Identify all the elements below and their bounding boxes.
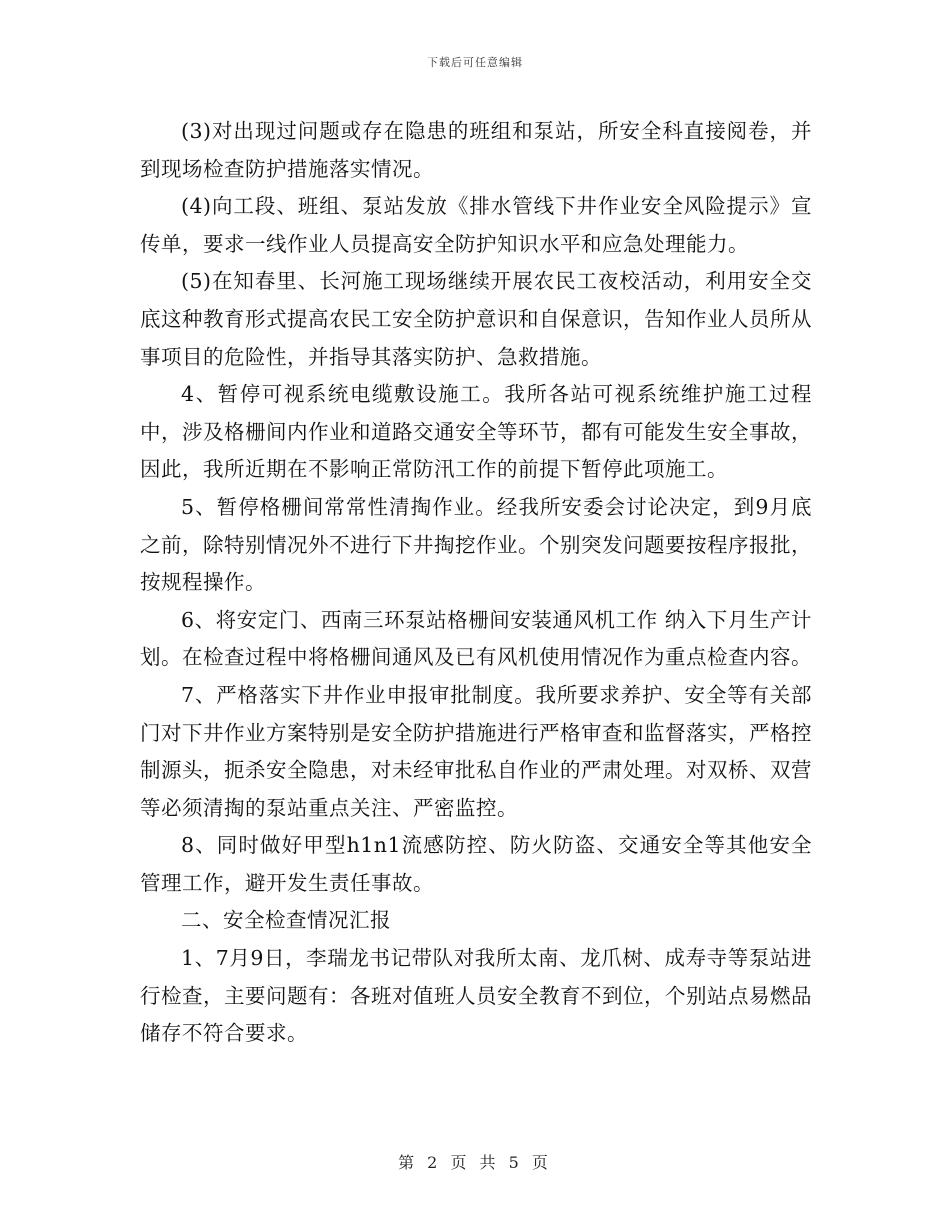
paragraph-point-5: 5、暂停格栅间常常性清掏作业。经我所安委会讨论决定，到9月底之前，除特别情况外不进行下井掏挖作业。个别突发问题要按程序报批，按规程操作。 xyxy=(140,494,812,595)
document-body xyxy=(140,113,812,1053)
paragraph-item-3: (3)对出现过问题或存在隐患的班组和泵站，所安全科直接阅卷，并到现场检查防护措施落实情况。 xyxy=(140,119,812,181)
page-header: 下载后可任意编辑 xyxy=(427,56,523,69)
paragraph-item-4: (4)向工段、班组、泵站发放《排水管线下井作业安全风险提示》宣传单，要求一线作业人员提高安全防护知识水平和应急处理能力。 xyxy=(140,194,812,256)
paragraph-point-6: 6、将安定门、西南三环泵站格栅间安装通风机工作 纳入下月生产计划。在检查过程中将格栅间通风及已有风机使用情况作为重点检查内容。 xyxy=(140,607,812,670)
paragraph-point-7: 7、严格落实下井作业申报审批制度。我所要求养护、安全等有关部门对下井作业方案特别是安全防护措施进行严格审查和监督落实，严格控制源头，扼杀安全隐患，对未经审批私自作业的严肃处理。对双桥、双营等必须清掏的泵站重点关注、严密监控。 xyxy=(140,682,812,820)
paragraph-point-8: 8、同时做好甲型h1n1流感防控、防火防盗、交通安全等其他安全管理工作，避开发生责任事故。 xyxy=(140,833,812,895)
paragraph-item-5: (5)在知春里、长河施工现场继续开展农民工夜校活动，利用安全交底这种教育形式提高农民工安全防护意识和自保意识，告知作业人员所从事项目的危险性，并指导其落实防护、急救措施。 xyxy=(140,269,812,369)
page-number: 第 2 页 共 5 页 xyxy=(398,1153,552,1172)
section-heading: 二、安全检查情况汇报 xyxy=(181,908,391,933)
paragraph-point-4: 4、暂停可视系统电缆敷设施工。我所各站可视系统维护施工过程中，涉及格栅间内作业和道路交通安全等环节，都有可能发生安全事故，因此，我所近期在不影响正常防汛工作的前提下暂停此项施工。 xyxy=(140,382,812,482)
paragraph-inspection-1: 1、7月9日，李瑞龙书记带队对我所太南、龙爪树、成寿寺等泵站进行检查，主要问题有：各班对值班人员安全教育不到位，个别站点易燃品储存不符合要求。 xyxy=(140,946,812,1046)
